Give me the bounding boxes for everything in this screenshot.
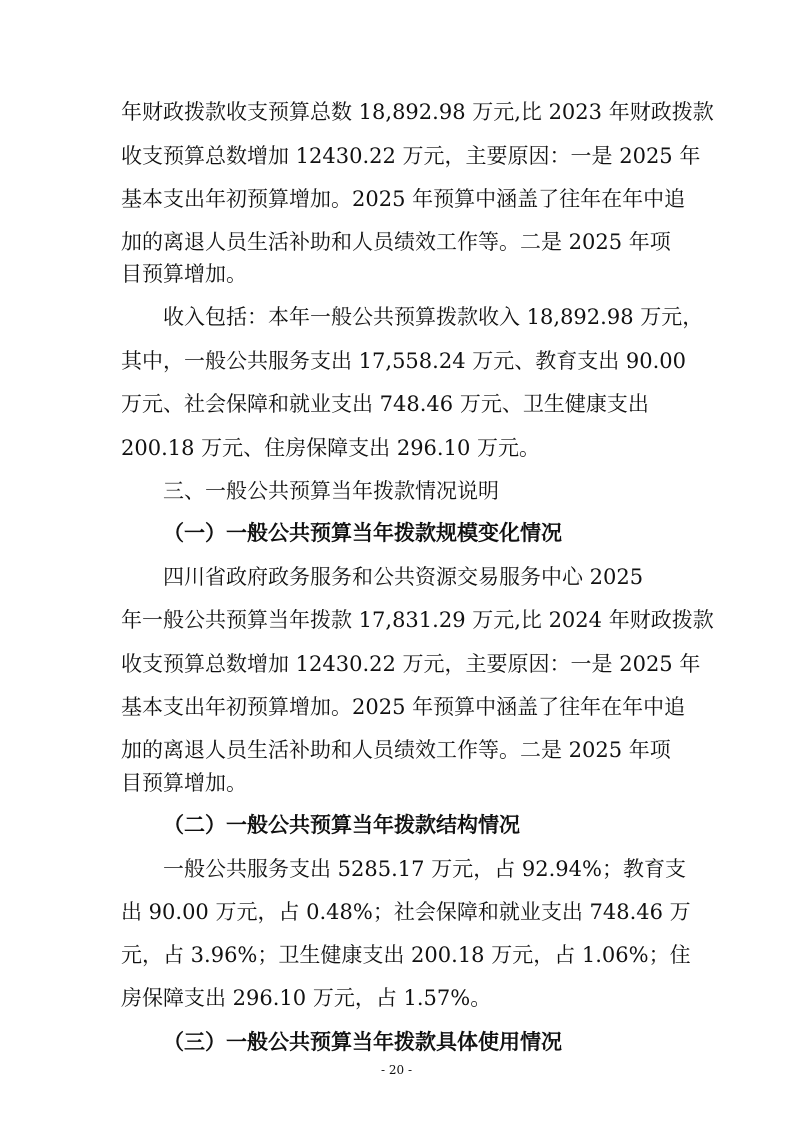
text-line: 年一般公共预算当年拨款 17,831.29 万元,比 2024 年财政拨款 bbox=[121, 608, 714, 632]
page-number: - 20 - bbox=[380, 1063, 412, 1077]
text-line: 元，占 3.96%；卫生健康支出 200.18 万元，占 1.06%；住 bbox=[121, 943, 691, 967]
text-line: 年财政拨款收支预算总数 18,892.98 万元,比 2023 年财政拨款 bbox=[121, 100, 714, 124]
text-line: 收入包括：本年一般公共预算拨款收入 18,892.98 万元， bbox=[163, 305, 704, 329]
text-line: 出 90.00 万元，占 0.48%；社会保障和就业支出 748.46 万 bbox=[121, 900, 691, 924]
text-line: 房保障支出 296.10 万元，占 1.57%。 bbox=[121, 986, 492, 1010]
text-line: 加的离退人员生活补助和人员绩效工作等。二是 2025 年项 bbox=[121, 230, 671, 254]
text-line: 其中，一般公共服务支出 17,558.24 万元、教育支出 90.00 bbox=[121, 349, 687, 373]
text-line: 万元、社会保障和就业支出 748.46 万元、卫生健康支出 bbox=[121, 392, 649, 416]
text-line: 200.18 万元、住房保障支出 296.10 万元。 bbox=[121, 436, 540, 460]
text-line: 目预算增加。 bbox=[121, 771, 247, 795]
text-line: 加的离退人员生活补助和人员绩效工作等。二是 2025 年项 bbox=[121, 738, 671, 762]
section-heading: 三、一般公共预算当年拨款情况说明 bbox=[163, 479, 499, 503]
subsection-heading: （三）一般公共预算当年拨款具体使用情况 bbox=[163, 1030, 562, 1054]
text-line: 基本支出年初预算增加。2025 年预算中涵盖了往年在年中追 bbox=[121, 695, 686, 719]
subsection-heading: （一）一般公共预算当年拨款规模变化情况 bbox=[163, 521, 562, 545]
subsection-heading: （二）一般公共预算当年拨款结构情况 bbox=[163, 813, 520, 837]
text-line: 四川省政府政务服务和公共资源交易服务中心 2025 bbox=[163, 565, 644, 589]
text-line: 收支预算总数增加 12430.22 万元，主要原因：一是 2025 年 bbox=[121, 144, 701, 168]
text-line: 一般公共服务支出 5285.17 万元，占 92.94%；教育支 bbox=[163, 857, 686, 881]
text-line: 目预算增加。 bbox=[121, 262, 247, 286]
text-line: 收支预算总数增加 12430.22 万元，主要原因：一是 2025 年 bbox=[121, 652, 701, 676]
text-line: 基本支出年初预算增加。2025 年预算中涵盖了往年在年中追 bbox=[121, 187, 686, 211]
